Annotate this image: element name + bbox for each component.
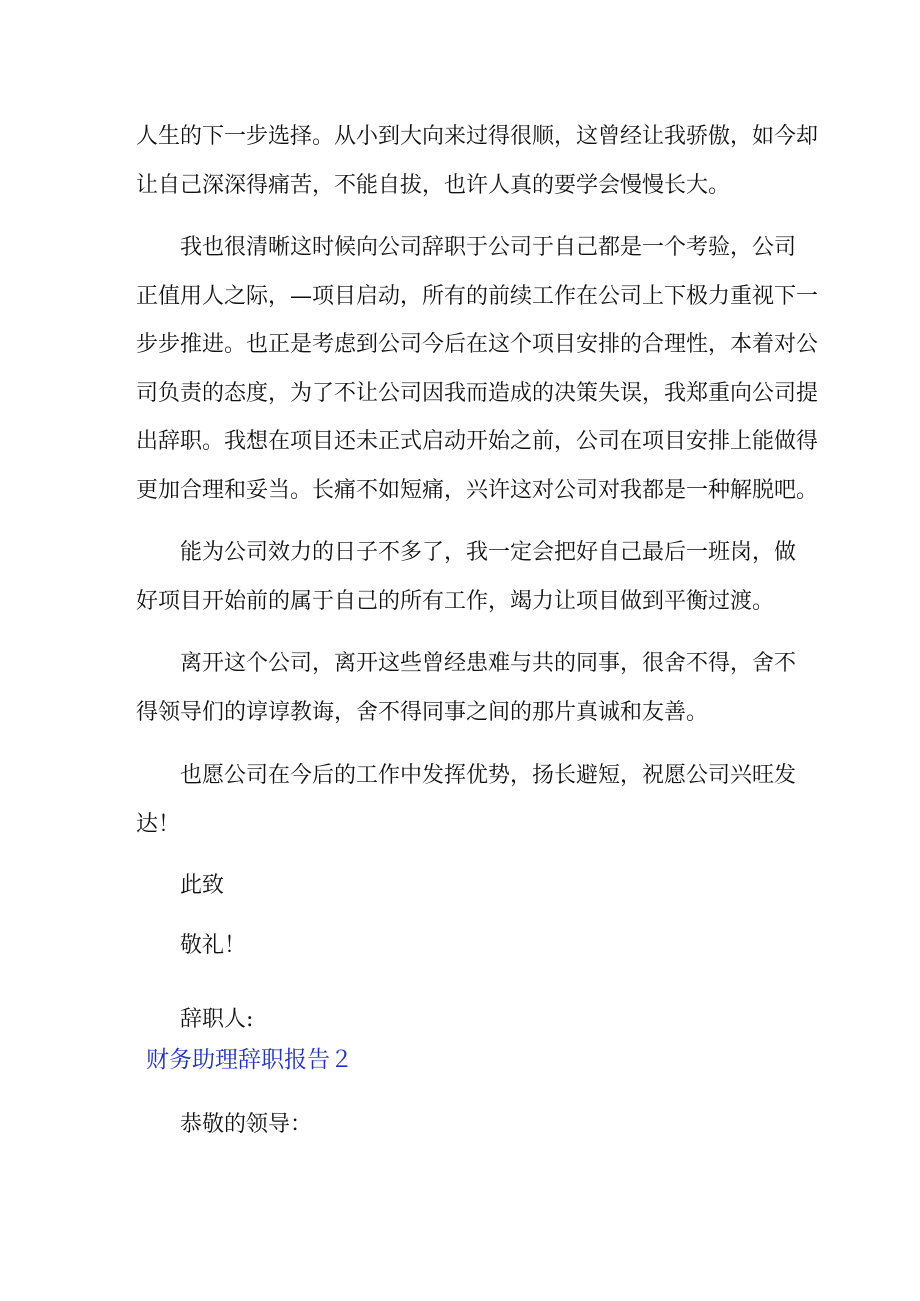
signature-label: 辞职人:	[180, 1007, 254, 1032]
salutation	[136, 1101, 806, 1150]
paragraph-line: 步步推进。也正是考虑到公司今后在这个项目安排的合理性，本着对公	[136, 332, 819, 357]
paragraph-line: 能为公司效力的日子不多了，我一定会把好自己最后一班岗，做	[180, 540, 797, 565]
paragraph-line: 出辞职。我想在项目还未正式启动开始之前，公司在项目安排上能做得	[136, 429, 819, 454]
closing-line: 敬礼！	[180, 933, 247, 958]
salutation-line: 恭敬的领导：	[180, 1112, 313, 1137]
signature	[136, 996, 806, 1045]
paragraph-line: 离开这个公司，离开这些曾经患难与共的同事，很舍不得，舍不	[180, 651, 797, 676]
closing-salutation	[136, 862, 806, 911]
paragraph-1	[136, 113, 819, 210]
paragraph-line: 司负责的态度，为了不让公司因我而造成的决策失误，我郑重向公司提	[136, 380, 819, 406]
closing-regards	[136, 922, 806, 971]
paragraph-line: 也愿公司在今后的工作中发挥优势，扬长避短，祝愿公司兴旺发	[180, 763, 797, 788]
closing-line: 此致	[180, 873, 225, 898]
section-heading[interactable]: 财务助理辞职报告２	[146, 1047, 353, 1073]
paragraph-line: 好项目开始前的属于自己的所有工作，竭力让项目做到平衡过渡。	[136, 588, 775, 614]
paragraph-4	[136, 640, 806, 737]
paragraph-line: 得领导们的谆谆教诲，舍不得同事之间的那片真诚和友善。	[136, 699, 709, 725]
paragraph-line: 达！	[136, 811, 181, 837]
paragraph-line: 更加合理和妥当。长痛不如短痛，兴许这对公司对我都是一种解脱吧。	[136, 477, 819, 503]
paragraph-5	[136, 752, 806, 849]
paragraph-3	[136, 529, 806, 626]
paragraph-line: 人生的下一步选择。从小到大向来过得很顺，这曾经让我骄傲，如今却	[136, 124, 819, 149]
paragraph-2	[136, 224, 819, 515]
paragraph-line: 我也很清晰这时候向公司辞职于公司于自己都是一个考验，公司	[180, 235, 797, 260]
paragraph-line: 正值用人之际，—项目启动，所有的前续工作在公司上下极力重视下一	[136, 283, 819, 309]
paragraph-line: 让自己深深得痛苦，不能自拔，也许人真的要学会慢慢长大。	[136, 172, 731, 198]
